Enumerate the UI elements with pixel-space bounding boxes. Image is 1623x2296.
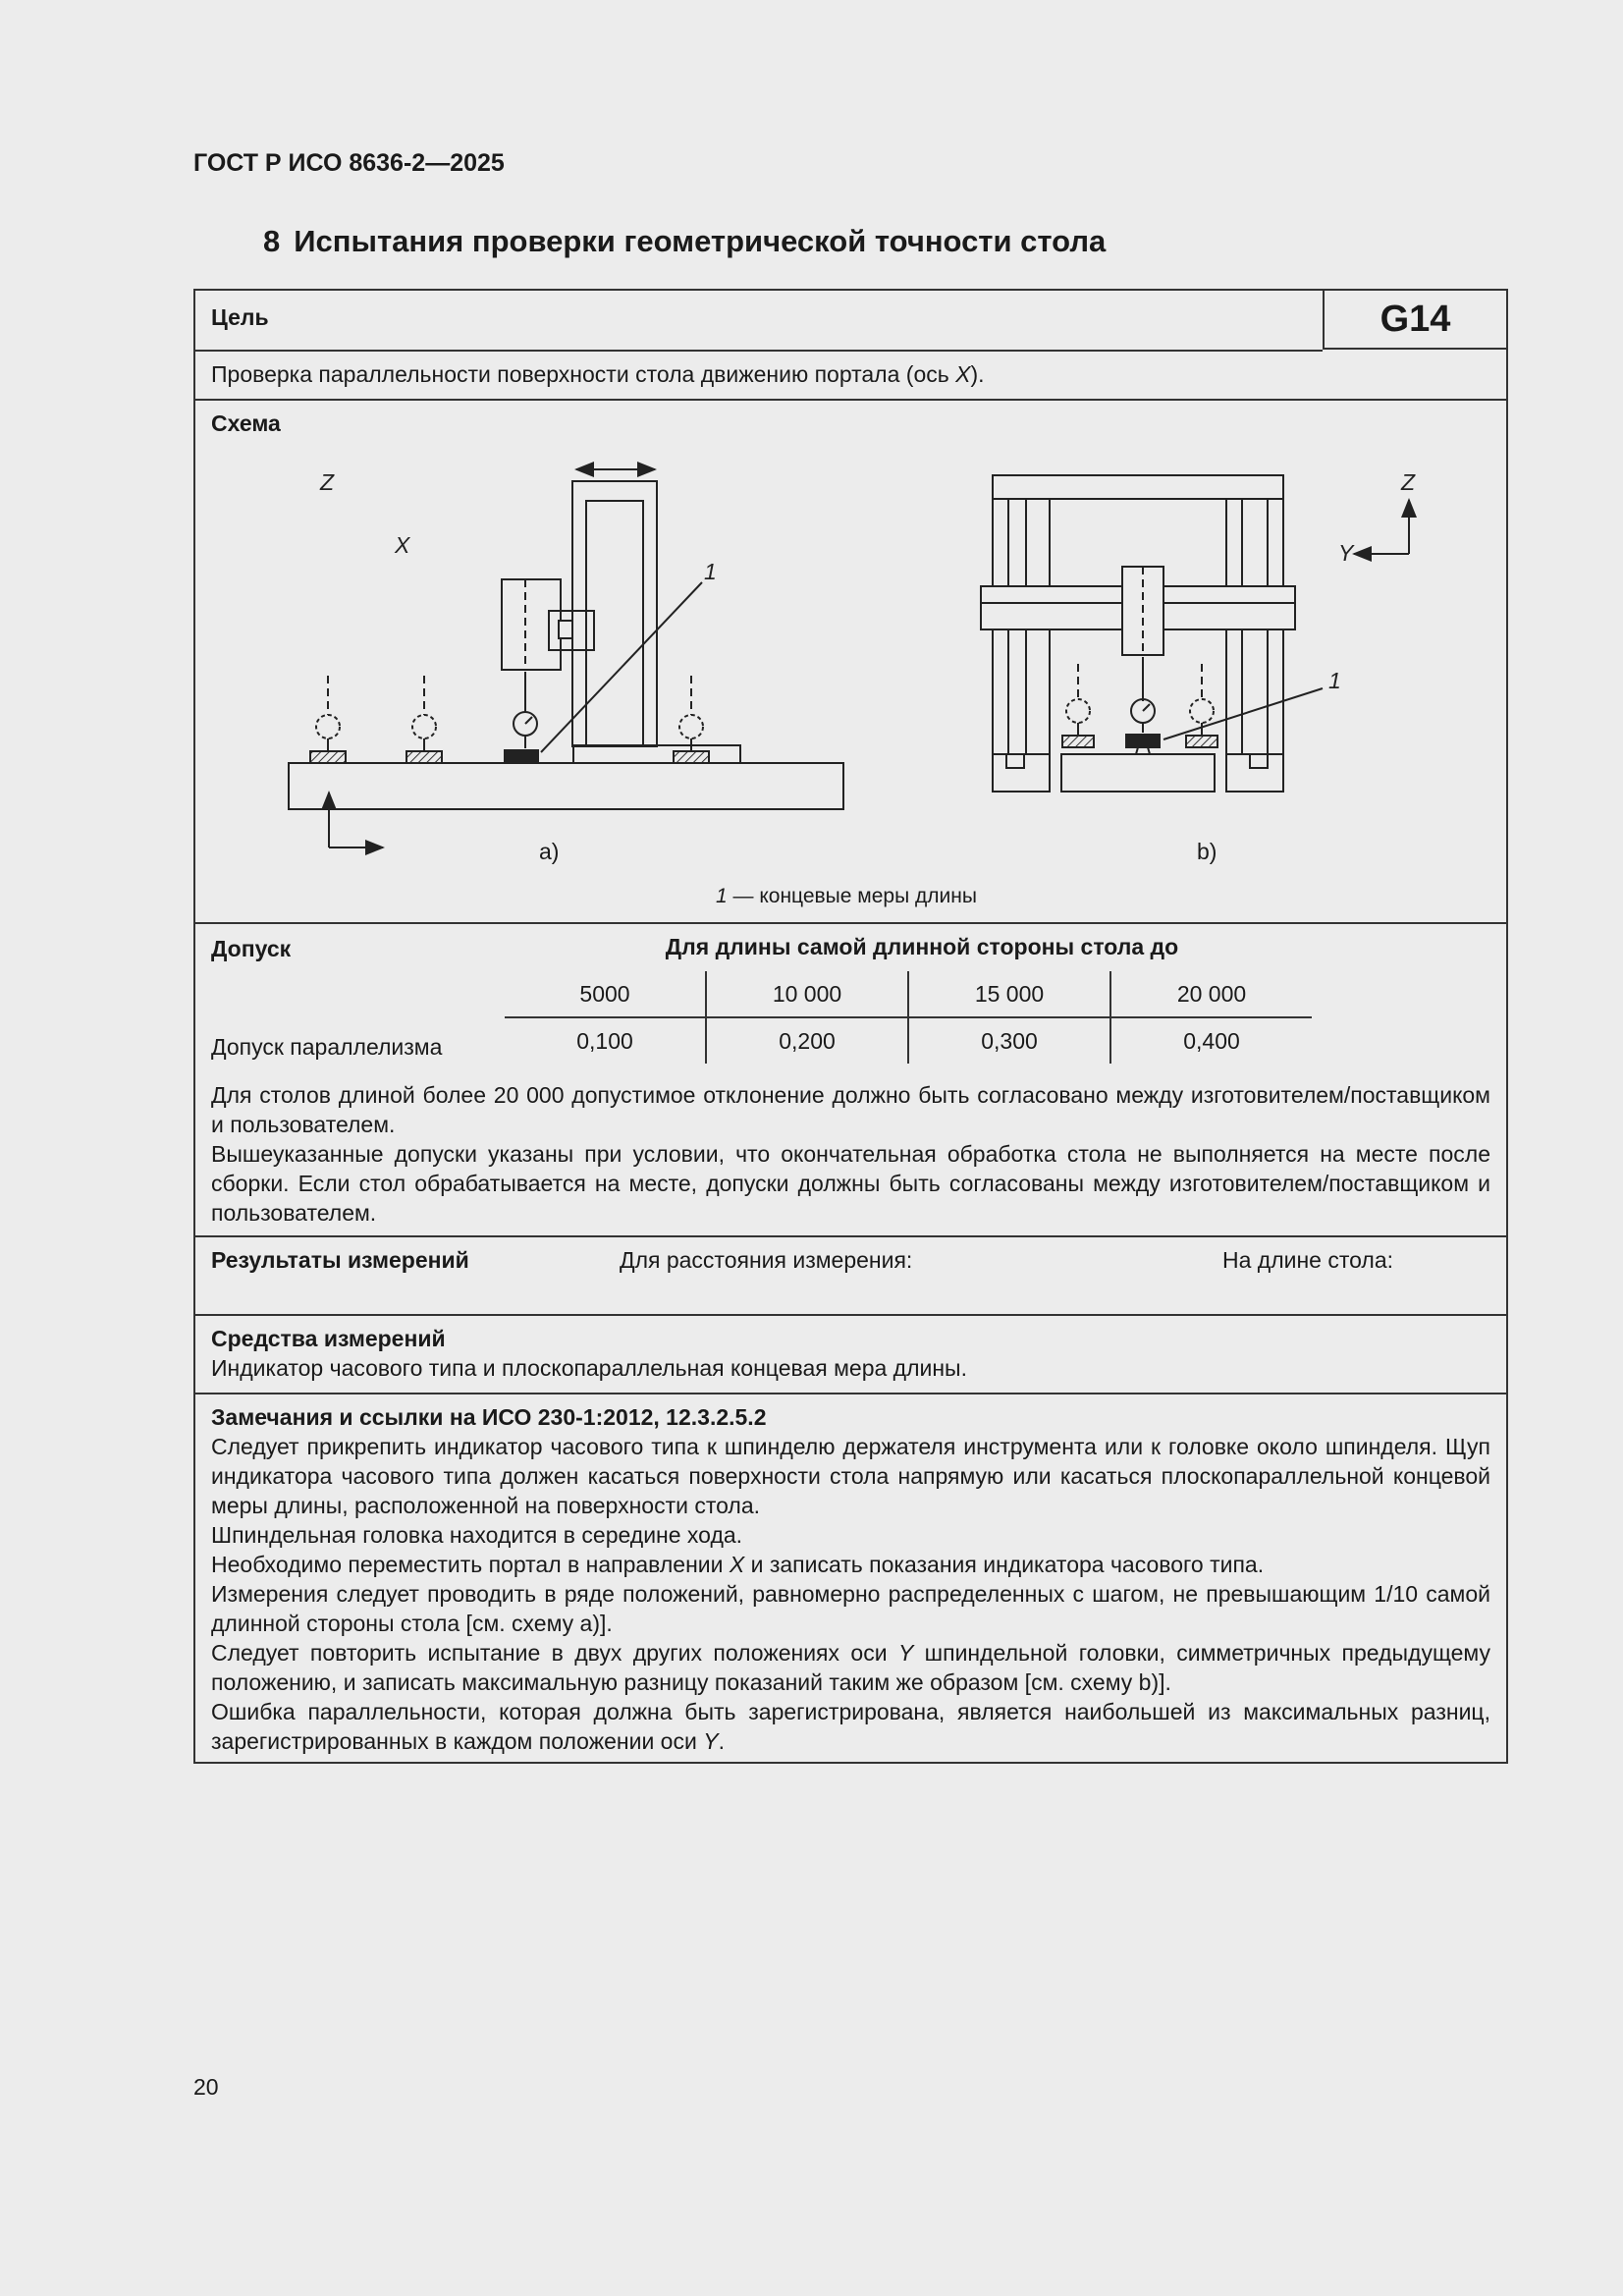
schema-legend: 1 — концевые меры длины [716, 885, 977, 907]
tolerance-header: Для длины самой длинной стороны стола до [665, 934, 1179, 959]
section-number: 8 [263, 224, 281, 258]
table-cell: 15 000 [908, 971, 1110, 1017]
test-id: G14 [1323, 289, 1508, 350]
divider [195, 399, 1506, 401]
doc-code: ГОСТ Р ИСО 8636-2—2025 [193, 149, 505, 177]
divider [195, 350, 1323, 352]
divider [195, 1393, 1506, 1394]
results-distance-label: Для расстояния измерения: [620, 1247, 913, 1273]
tolerance-note-2: Вышеуказанные допуски указаны при условии, что окончательная обработка стола не выполняется на месте после сборки. Если стол обрабатывается на месте, допуски должны быть согласованы между изготовителем/поставщиком и пользователем. [211, 1141, 1490, 1226]
axis-z-label-b: Z [1401, 469, 1416, 495]
table-cell: 0,100 [576, 1027, 633, 1054]
axis-y-label-b: Y [1338, 540, 1354, 566]
table-row [505, 1017, 1312, 1064]
divider [195, 1314, 1506, 1316]
instruments-text: Индикатор часового типа и плоскопараллельная концевая мера длины. [211, 1355, 967, 1381]
remarks-paragraph: Следует повторить испытание в двух других положениях оси Y шпиндельной головки, симметричных предыдущему положению, и записать максимальную разницу показаний таким же образом [см. схему b)]. [211, 1640, 1490, 1695]
axis-z-label-a: Z [320, 469, 335, 495]
section-title-text: Испытания проверки геометрической точности стола [294, 224, 1107, 258]
divider [195, 922, 1506, 924]
tolerance-row-label: Допуск параллелизма [211, 1034, 443, 1060]
table-cell: 10 000 [706, 971, 908, 1017]
table-row [505, 971, 1312, 1017]
figure-b [981, 475, 1409, 792]
section-title [263, 224, 1106, 259]
remarks-paragraph: Следует прикрепить индикатор часового типа к шпинделю держателя инструмента или к головке около шпинделя. Щуп индикатора часового типа должен касаться поверхности стола напрямую или касаться плоскопараллельной концевой меры длины, расположенной на поверхности стола. [211, 1434, 1490, 1518]
figure-a [289, 469, 843, 847]
axis-x-label-a: X [395, 532, 410, 558]
remarks-paragraph: Измерения следует проводить в ряде положений, равномерно распределенных с шагом, не превышающим 1/10 самой длинной стороны стола [см. схему а)]. [211, 1581, 1490, 1636]
page-number: 20 [193, 2074, 219, 2100]
remarks-block [211, 1402, 1490, 1756]
goal-label: Цель [211, 304, 269, 330]
goal-text: Проверка параллельности поверхности стола движению портала (ось X). [211, 361, 985, 387]
remarks-paragraph: Необходимо переместить портал в направлении X и записать показания индикатора часового типа. [211, 1552, 1265, 1577]
callout-b: 1 [1328, 668, 1341, 693]
instruments-label: Средства измерений [211, 1326, 446, 1351]
table-cell: 5000 [505, 971, 706, 1017]
table-cell: 20 000 [1110, 971, 1312, 1017]
remarks-paragraph: Ошибка параллельности, которая должна быть зарегистрирована, является наибольшей из максимальных разниц, зарегистрированных в каждом положении оси Y. [211, 1699, 1490, 1754]
table-cell: 0,200 [706, 1017, 908, 1064]
remarks-title: Замечания и ссылки на ИСО 230-1:2012, 12.3.2.5.2 [211, 1404, 767, 1430]
test-frame [193, 289, 1508, 1764]
caption-a: а) [539, 839, 560, 864]
caption-b: b) [1197, 839, 1217, 864]
callout-a: 1 [704, 559, 717, 584]
divider [195, 1235, 1506, 1237]
tolerance-label: Допуск [211, 936, 292, 961]
tolerance-note-1: Для столов длиной более 20 000 допустимое отклонение должно быть согласовано между изготовителем/поставщиком и пользователем. [211, 1082, 1490, 1137]
remarks-paragraph: Шпиндельная головка находится в середине хода. [211, 1522, 743, 1548]
results-length-label: На длине стола: [1222, 1247, 1394, 1273]
table-cell: 0,300 [908, 1017, 1110, 1064]
results-label: Результаты измерений [211, 1247, 469, 1273]
tolerance-table [505, 971, 1312, 1064]
schema-label: Схема [211, 410, 281, 436]
table-cell: 0,400 [1110, 1017, 1312, 1064]
